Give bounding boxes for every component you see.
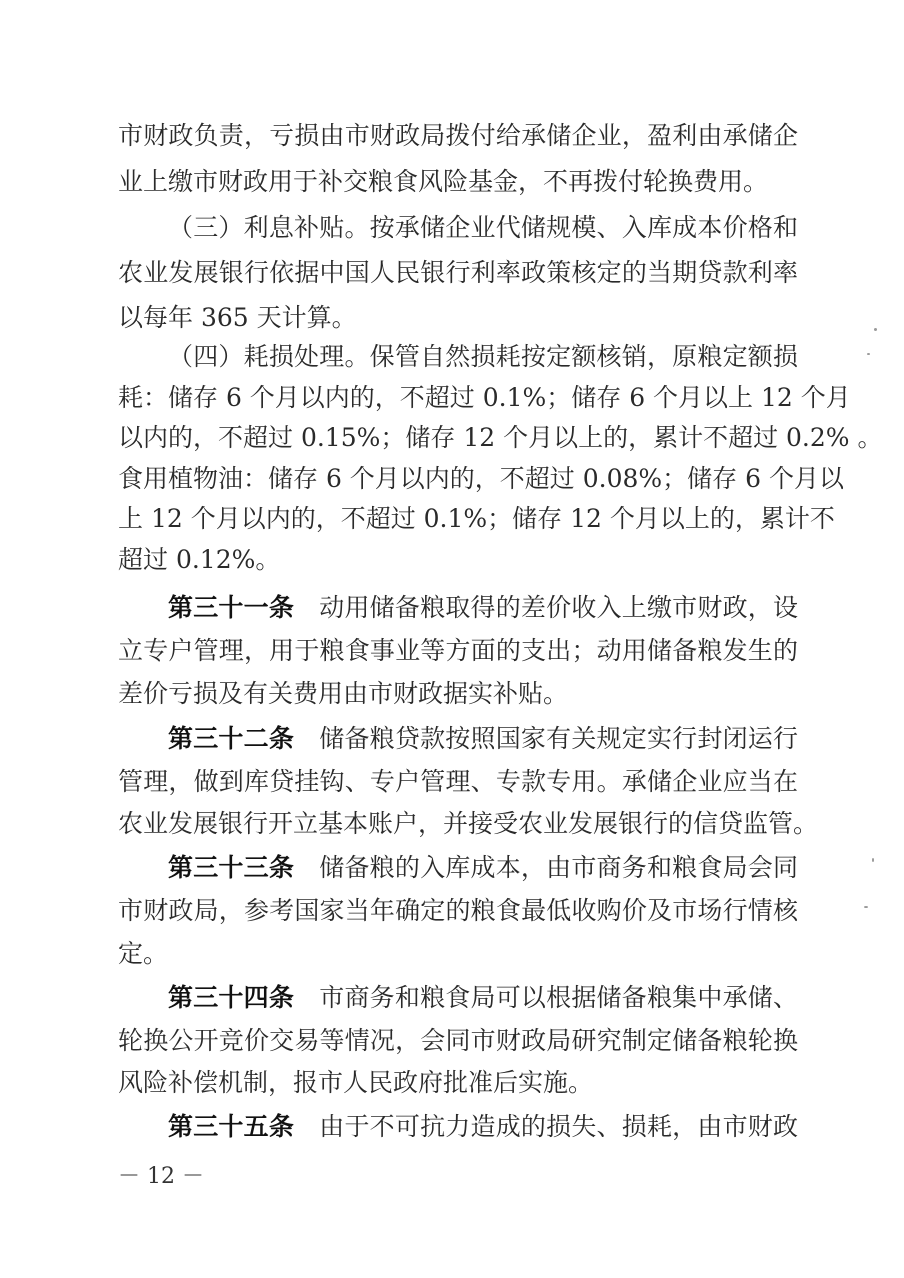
article-heading: 第三十一条 bbox=[168, 593, 295, 622]
text-line: 市财政局，参考国家当年确定的粮食最低收购价及市场行情核 bbox=[118, 896, 798, 925]
text-line: （四）耗损处理。保管自然损耗按定额核销，原粮定额损 bbox=[168, 342, 798, 371]
scan-speck bbox=[864, 906, 868, 908]
text-line bbox=[168, 850, 798, 886]
text-line: 农业发展银行开立基本账户，并接受农业发展银行的信贷监管。 bbox=[118, 809, 819, 838]
text-line: 立专户管理，用于粮食事业等方面的支出；动用储备粮发生的 bbox=[118, 636, 798, 665]
text-line: 定。 bbox=[118, 939, 169, 968]
text-line: 食用植物油：储存 6 个月以内的，不超过 0.08%；储存 6 个月以 bbox=[118, 464, 844, 493]
text-line: 耗：储存 6 个月以内的，不超过 0.1%；储存 6 个月以上 12 个月 bbox=[118, 383, 851, 412]
article-heading: 第三十四条 bbox=[168, 983, 295, 1012]
text-line: 风险补偿机制，报市人民政府批准后实施。 bbox=[118, 1068, 594, 1097]
text-line: （三）利息补贴。按承储企业代储规模、入库成本价格和 bbox=[168, 213, 798, 242]
text-line: 以内的，不超过 0.15%；储存 12 个月以上的，累计不超过 0.2% 。 bbox=[118, 423, 883, 452]
article-heading: 第三十三条 bbox=[168, 853, 295, 882]
scan-speck bbox=[872, 858, 874, 862]
text-line bbox=[168, 590, 798, 626]
article-heading: 第三十五条 bbox=[168, 1112, 295, 1141]
text-line: 管理，做到库贷挂钩、专户管理、专款专用。承储企业应当在 bbox=[118, 767, 798, 796]
page-number: － 12 － bbox=[118, 1164, 204, 1189]
text-line bbox=[168, 1109, 798, 1145]
text-line bbox=[168, 721, 798, 757]
text-line: 农业发展银行依据中国人民银行利率政策核定的当期贷款利率 bbox=[118, 258, 798, 287]
text-line: 以每年 365 天计算。 bbox=[118, 303, 357, 332]
text-line: 业上缴市财政用于补交粮食风险基金，不再拨付轮换费用。 bbox=[118, 167, 769, 196]
scan-speck bbox=[867, 353, 870, 355]
article-heading: 第三十二条 bbox=[168, 724, 295, 753]
text-line bbox=[168, 980, 798, 1016]
text-line: 差价亏损及有关费用由市财政据实补贴。 bbox=[118, 679, 569, 708]
article-text: 储备粮贷款按照国家有关规定实行封闭运行 bbox=[319, 724, 798, 753]
article-text: 由于不可抗力造成的损失、损耗，由市财政 bbox=[319, 1112, 798, 1141]
article-text: 市商务和粮食局可以根据储备粮集中承储、 bbox=[319, 983, 798, 1012]
scan-speck bbox=[874, 328, 877, 331]
article-text: 动用储备粮取得的差价收入上缴市财政，设 bbox=[319, 593, 798, 622]
text-line: 市财政负责，亏损由市财政局拨付给承储企业，盈利由承储企 bbox=[118, 121, 798, 150]
article-text: 储备粮的入库成本，由市商务和粮食局会同 bbox=[319, 853, 798, 882]
text-line: 轮换公开竞价交易等情况，会同市财政局研究制定储备粮轮换 bbox=[118, 1026, 798, 1055]
text-line: 上 12 个月以内的，不超过 0.1%；储存 12 个月以上的，累计不 bbox=[118, 504, 835, 533]
text-line: 超过 0.12%。 bbox=[118, 545, 281, 574]
